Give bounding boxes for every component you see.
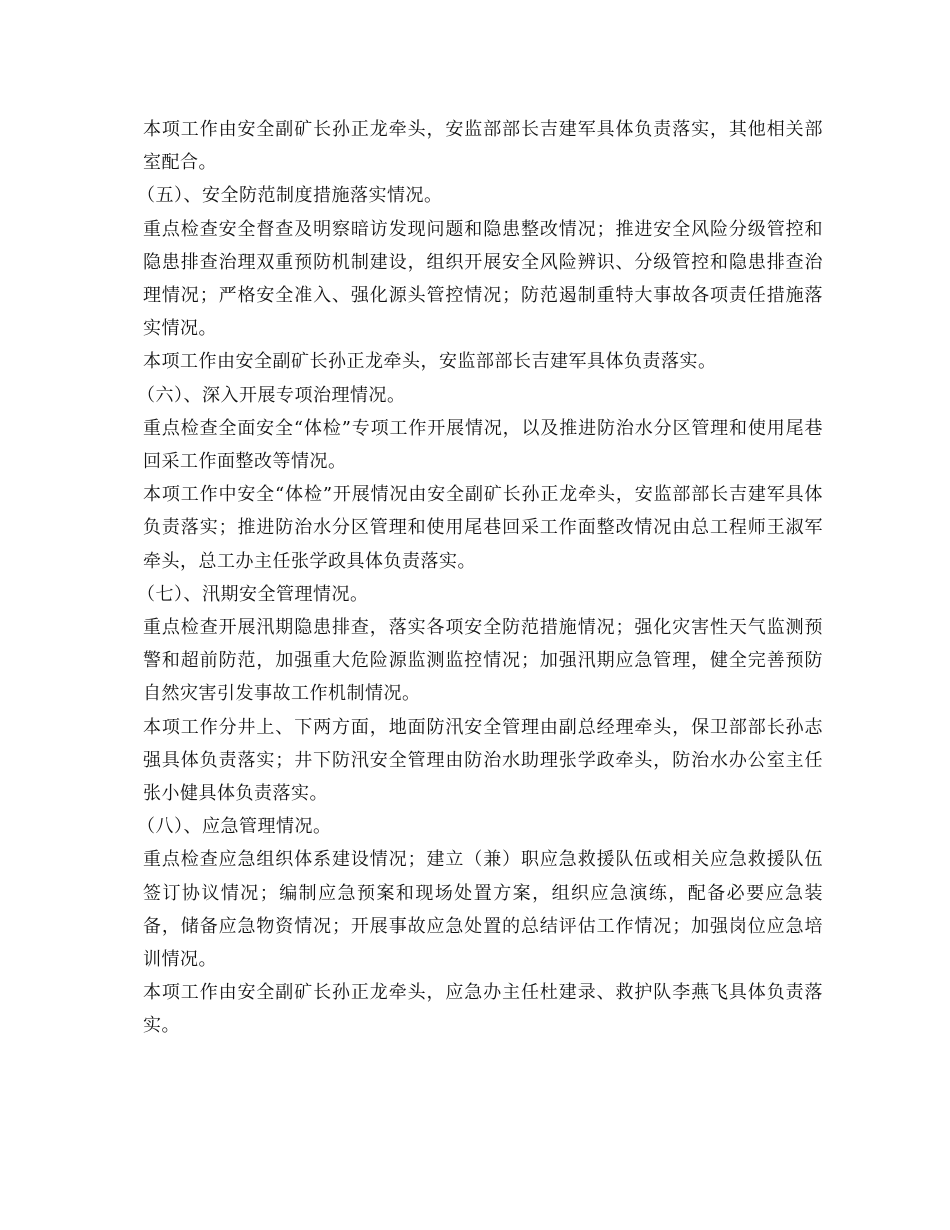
section-heading-7: （七）、汛期安全管理情况。 <box>137 583 369 605</box>
section-heading-6: （六）、深入开展专项治理情况。 <box>137 384 406 406</box>
paragraph-8: 重点检查应急组织体系建设情况；建立（兼）职应急救援队伍或相关应急救援队伍签订协议情况；编制应急预案和现场处置方案，组织应急演练，配备必要应急装备，储备应急物资情况；开展事故应急处置的总结评估工作情况；加强岗位应急培训情况。 <box>143 849 823 971</box>
paragraph-5: 本项工作中安全“体检”开展情况由安全副矿长孙正龙牵头，安监部部长吉建军具体负责落实；推进防治水分区管理和使用尾巷回采工作面整改情况由总工程师王淑军牵头，总工办主任张学政具体负责落实。 <box>143 484 823 572</box>
paragraph-1: 本项工作由安全副矿长孙正龙牵头，安监部部长吉建军具体负责落实，其他相关部室配合。 <box>143 119 823 174</box>
paragraph-6: 重点检查开展汛期隐患排查，落实各项安全防范措施情况；强化灾害性天气监测预警和超前防范，加强重大危险源监测监控情况；加强汛期应急管理，健全完善预防自然灾害引发事故工作机制情况。 <box>143 617 823 705</box>
paragraph-4: 重点检查全面安全“体检”专项工作开展情况，以及推进防治水分区管理和使用尾巷回采工作面整改等情况。 <box>143 417 823 473</box>
paragraph-3: 本项工作由安全副矿长孙正龙牵头，安监部部长吉建军具体负责落实。 <box>143 351 717 373</box>
document-body <box>137 113 823 1043</box>
section-heading-8: （八）、应急管理情况。 <box>137 816 332 838</box>
paragraph-9: 本项工作由安全副矿长孙正龙牵头，应急办主任杜建录、救护队李燕飞具体负责落实。 <box>143 982 823 1037</box>
paragraph-7: 本项工作分井上、下两方面，地面防汛安全管理由副总经理牵头，保卫部部长孙志强具体负责落实；井下防汛安全管理由防治水助理张学政牵头，防治水办公室主任张小健具体负责落实。 <box>143 716 823 805</box>
paragraph-2: 重点检查安全督查及明察暗访发现问题和隐患整改情况；推进安全风险分级管控和隐患排查治理双重预防机制建设，组织开展安全风险辨识、分级管控和隐患排查治理情况；严格安全准入、强化源头管控情况；防范遏制重特大事故各项责任措施落实情况。 <box>143 218 823 340</box>
section-heading-5: （五）、安全防范制度措施落实情况。 <box>137 185 443 207</box>
